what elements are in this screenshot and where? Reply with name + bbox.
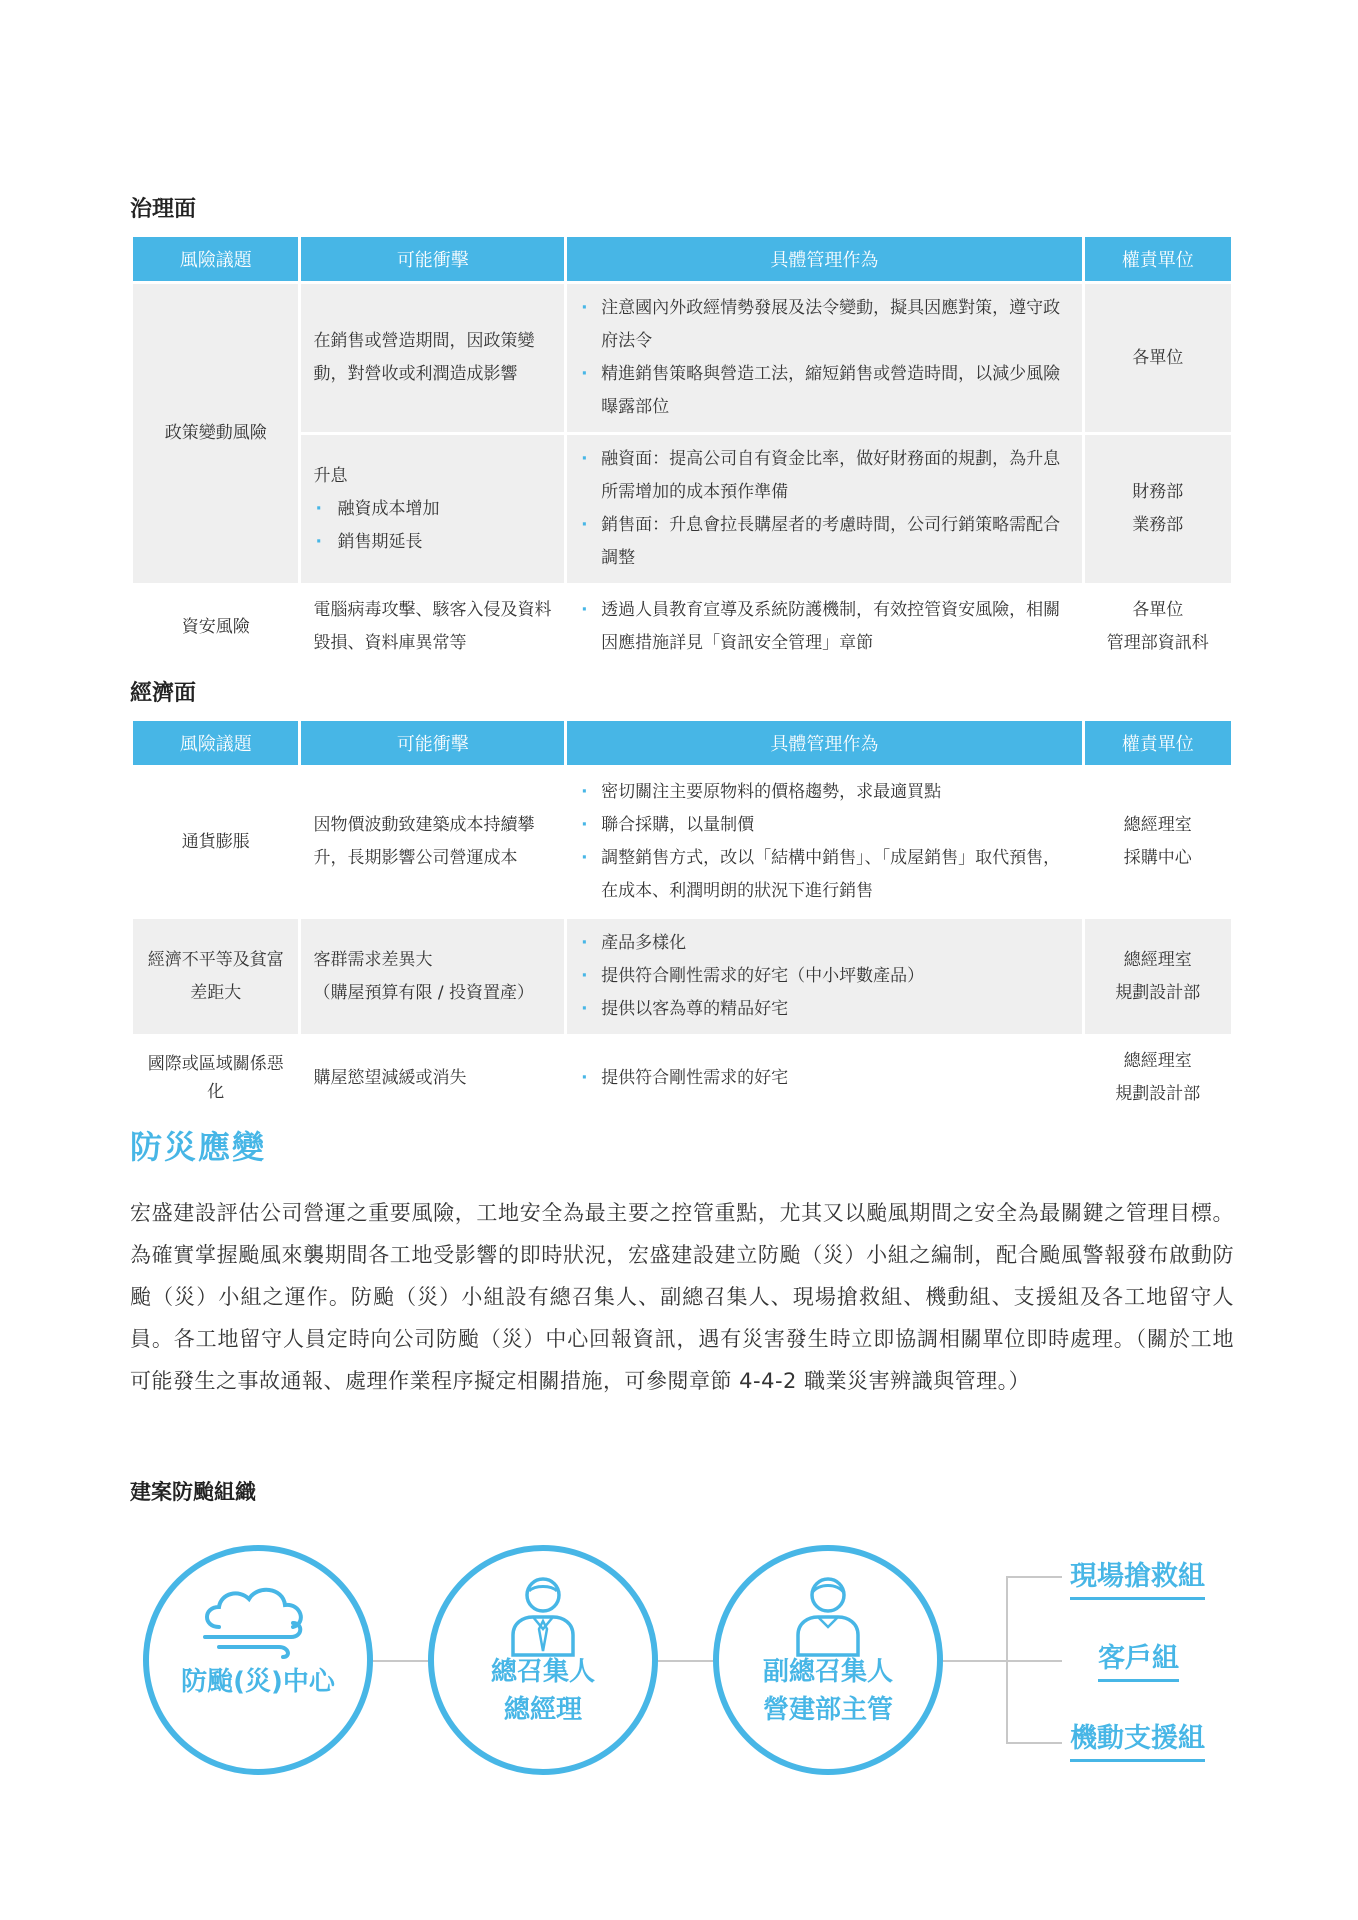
- impact: 電腦病毒攻擊、駭客入侵及資料毀損、資料庫異常等: [301, 586, 564, 668]
- header-impact: 可能衝擊: [301, 721, 564, 765]
- center-label: 防颱(災)中心: [181, 1667, 335, 1697]
- owner: 各單位: [1085, 284, 1231, 432]
- action-item: · 提供符合剛性需求的好宅: [579, 1062, 1069, 1095]
- header-owner: 權責單位: [1085, 237, 1231, 281]
- owner-line: 業務部: [1132, 515, 1184, 535]
- chief-line2: 總經理: [503, 1695, 582, 1725]
- action-item: · 透過人員教育宣導及系統防護機制，有效控管資安風險，相關因應措施詳見「資訊安全管理」章節: [579, 594, 1069, 660]
- header-risk-issue: 風險議題: [133, 237, 298, 281]
- impact: [301, 919, 564, 1034]
- actions: [567, 435, 1081, 583]
- branch-line: [1006, 1742, 1062, 1744]
- impact-line: 客群需求差異大: [313, 949, 433, 970]
- action-item: · 聯合採購，以量制價: [579, 809, 1069, 842]
- risk-issue: 經濟不平等及貧富差距大: [133, 919, 298, 1034]
- owner-line: 規劃設計部: [1115, 1084, 1201, 1104]
- action-item: · 密切關注主要原物料的價格趨勢，求最適買點: [579, 776, 1069, 809]
- owner: [1085, 1037, 1231, 1119]
- disaster-heading: 防災應變: [130, 1128, 267, 1166]
- action-item: · 提供以客為尊的精品好宅: [579, 993, 1069, 1026]
- branch-mobile-support-group: 機動支援組: [1070, 1716, 1205, 1762]
- action-item: · 融資面：提高公司自有資金比率，做好財務面的規劃，為升息所需增加的成本預作準備: [579, 443, 1069, 509]
- owner: [1085, 435, 1231, 583]
- action-item: · 精進銷售策略與營造工法，縮短銷售或營造時間，以減少風險曝露部位: [579, 358, 1069, 424]
- disaster-center-node: [143, 1545, 373, 1775]
- impact-title: 升息: [313, 465, 348, 486]
- governance-title: 治理面: [130, 197, 197, 222]
- risk-issue: 國際或區域關係惡化: [133, 1037, 298, 1119]
- table-row: [133, 586, 1231, 668]
- disaster-paragraph: 宏盛建設評估公司營運之重要風險，工地安全為最主要之控管重點，尤其又以颱風期間之安全為最關鍵之管理目標。為確實掌握颱風來襲期間各工地受影響的即時狀況，宏盛建設建立防颱（災）小組之編制，配合颱風警報發布啟動防颱（災）小組之運作。防颱（災）小組設有總召集人、副總召集人、現場搶救組、機動組、支援組及各工地留守人員。各工地留守人員定時向公司防颱（災）中心回報資訊，遇有災害發生時立即協調相關單位即時處理。（關於工地可能發生之事故通報、處理作業程序擬定相關措施，可參閱章節 4-4-2 職業災害辨識與管理。）: [130, 1201, 1234, 1393]
- owner-line: 總經理室: [1123, 949, 1192, 970]
- branch-line: [1006, 1660, 1062, 1662]
- owner-line: 各單位: [1132, 600, 1184, 620]
- impact: 因物價波動致建築成本持續攀升，長期影響公司營運成本: [301, 768, 564, 916]
- owner: [1085, 586, 1231, 668]
- actions: [567, 919, 1081, 1034]
- action-item: · 注意國內外政經情勢發展及法令變動，擬具因應對策，遵守政府法令: [579, 292, 1069, 358]
- risk-issue: 政策變動風險: [133, 284, 298, 583]
- deputy-line2: 營建部主管: [762, 1695, 893, 1725]
- header-owner: 權責單位: [1085, 721, 1231, 765]
- owner-line: 財務部: [1132, 482, 1184, 502]
- risk-issue: 通貨膨脹: [133, 768, 298, 916]
- economic-title: 經濟面: [130, 681, 197, 706]
- impact: 購屋慾望減緩或消失: [301, 1037, 564, 1119]
- action-item: · 提供符合剛性需求的好宅（中小坪數產品）: [579, 960, 1069, 993]
- deputy-node: [713, 1545, 943, 1775]
- chief-line1: 總召集人: [490, 1657, 595, 1687]
- economic-table: [130, 718, 1234, 1122]
- impact: [301, 435, 564, 583]
- manager-person-icon: [507, 1573, 579, 1657]
- actions: [567, 586, 1081, 668]
- connector-line: [373, 1660, 431, 1662]
- cloud-wind-icon: [199, 1583, 319, 1659]
- impact: 在銷售或營造期間，因政策變動，對營收或利潤造成影響: [301, 284, 564, 432]
- person-icon: [792, 1573, 864, 1657]
- owner: [1085, 768, 1231, 916]
- impact-item: · 銷售期延長: [313, 526, 552, 559]
- owner-line: 總經理室: [1123, 815, 1192, 835]
- table-row: [133, 919, 1231, 1034]
- header-actions: 具體管理作為: [567, 237, 1081, 281]
- header-actions: 具體管理作為: [567, 721, 1081, 765]
- actions: [567, 768, 1081, 916]
- branch-line: [1006, 1576, 1062, 1578]
- governance-table: [130, 234, 1234, 671]
- action-item: · 產品多樣化: [579, 927, 1069, 960]
- org-chart-title: 建案防颱組織: [130, 1480, 256, 1504]
- connector-line: [658, 1660, 716, 1662]
- table-row: [133, 284, 1231, 432]
- header-risk-issue: 風險議題: [133, 721, 298, 765]
- owner-line: 管理部資訊科: [1106, 633, 1209, 653]
- branch-rescue-group: 現場搶救組: [1070, 1554, 1205, 1600]
- deputy-line1: 副總召集人: [762, 1657, 893, 1687]
- impact-item: · 融資成本增加: [313, 493, 552, 526]
- actions: [567, 284, 1081, 432]
- header-impact: 可能衝擊: [301, 237, 564, 281]
- action-item: · 調整銷售方式，改以「結構中銷售」、「成屋銷售」取代預售，在成本、利潤明朗的狀況下進行銷售: [579, 842, 1069, 908]
- owner-line: 總經理室: [1123, 1051, 1192, 1071]
- branch-customer-group: 客戶組: [1098, 1636, 1179, 1682]
- table-row: [133, 1037, 1231, 1119]
- owner: [1085, 919, 1231, 1034]
- actions: [567, 1037, 1081, 1119]
- owner-line: 採購中心: [1123, 848, 1192, 868]
- risk-issue: 資安風險: [133, 586, 298, 668]
- connector-line: [943, 1660, 1006, 1662]
- owner-line: 規劃設計部: [1115, 982, 1201, 1003]
- branch-vertical-line: [1006, 1576, 1008, 1742]
- action-item: · 銷售面：升息會拉長購屋者的考慮時間，公司行銷策略需配合調整: [579, 509, 1069, 575]
- impact-line: （購屋預算有限 / 投資置產）: [313, 982, 534, 1003]
- chief-node: [428, 1545, 658, 1775]
- table-row: [133, 768, 1231, 916]
